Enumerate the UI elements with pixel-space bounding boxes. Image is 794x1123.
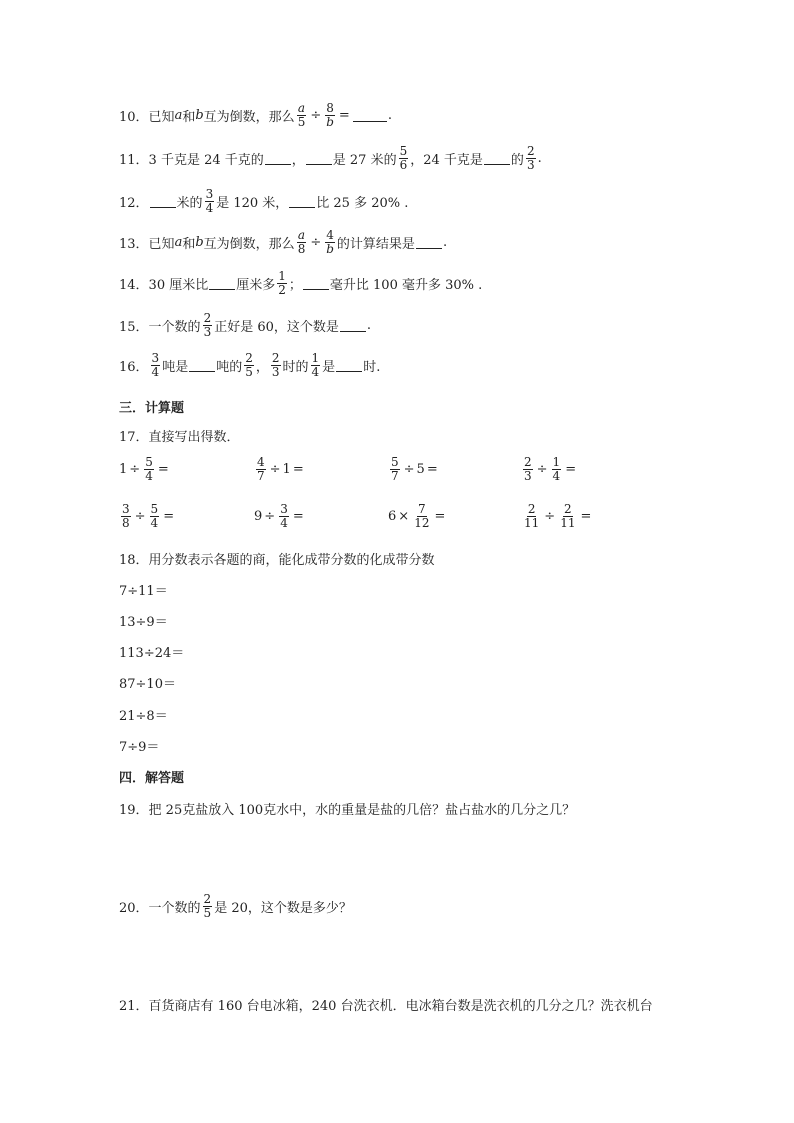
section-heading-3: 三．计算题: [119, 401, 185, 416]
denominator: 6: [399, 158, 408, 172]
question-number: 15．: [119, 320, 149, 335]
calc-item: [254, 503, 306, 530]
operand: 1: [282, 462, 291, 477]
question-text: 米的: [176, 196, 203, 211]
operator: ÷: [544, 509, 556, 524]
period: .: [537, 151, 542, 166]
operator: ÷: [269, 462, 281, 477]
numerator: 5: [145, 455, 153, 469]
equals-sign: =: [580, 509, 592, 524]
question-text: 是 120 米，: [216, 196, 289, 211]
question-text: 比 25 多 20% .: [316, 196, 409, 211]
fraction: [121, 503, 131, 530]
question-20: [119, 893, 352, 920]
fraction: [203, 312, 213, 339]
question-text: ，24 千克是: [410, 153, 483, 168]
denominator: 7: [257, 469, 265, 483]
denominator: 5: [245, 365, 253, 379]
question-text: 毫升比 100 毫升多 30% .: [329, 278, 483, 293]
question-text: 正好是 60，这个数是: [214, 320, 339, 335]
answer-blank[interactable]: [189, 359, 215, 372]
question-text: 厘米多: [236, 278, 276, 293]
fraction: [325, 229, 335, 256]
fraction: [297, 229, 307, 256]
list-item: 7÷9＝: [119, 740, 160, 755]
question-text: 20．一个数的: [119, 901, 201, 916]
list-item: 13÷9＝: [119, 615, 168, 630]
operand: 9: [254, 509, 263, 524]
calc-item: [521, 456, 578, 483]
question-text: 互为倒数，那么: [203, 237, 295, 252]
numerator: 2: [203, 892, 212, 906]
numerator: 3: [151, 351, 160, 365]
denominator: 3: [203, 325, 212, 339]
operator: ÷: [403, 462, 415, 477]
question-text: ；: [288, 278, 302, 293]
numerator: 2: [271, 351, 280, 365]
question-19: 19．把 25克盐放入 100克水中，水的重量是盐的几倍？盐占盐水的几分之几？: [119, 803, 576, 818]
question-text: 3 千克是 24 千克的: [148, 153, 264, 168]
fraction: [277, 270, 287, 297]
denominator: 3: [271, 365, 280, 379]
question-15: [119, 312, 371, 339]
denominator: 3: [524, 469, 532, 483]
question-21: 21．百货商店有 160 台电冰箱，240 台洗衣机．电冰箱台数是洗衣机的几分之几？洗衣机台: [119, 999, 653, 1014]
numerator: 5: [150, 502, 159, 516]
question-text: 已知: [148, 110, 175, 125]
question-14: [119, 270, 482, 297]
numerator: 4: [257, 455, 265, 469]
list-item: 87÷10＝: [119, 677, 176, 692]
question-text: 的: [510, 153, 524, 168]
variable-b: b: [195, 235, 204, 250]
denominator: 4: [145, 469, 153, 483]
fraction: [256, 456, 266, 483]
denominator: 4: [311, 365, 320, 379]
question-text: 30 厘米比: [148, 278, 209, 293]
calc-item: [521, 503, 593, 530]
denominator: b: [326, 242, 334, 256]
fraction: [279, 503, 289, 530]
equals-sign: =: [292, 509, 304, 524]
equals-sign: =: [426, 462, 438, 477]
answer-blank[interactable]: [336, 359, 362, 372]
denominator: 4: [150, 516, 159, 530]
fraction: [523, 456, 533, 483]
list-item: 113÷24＝: [119, 646, 185, 661]
operator: ÷: [264, 509, 276, 524]
fraction: [203, 893, 213, 920]
fraction: [151, 352, 161, 379]
fraction: [552, 456, 562, 483]
question-text: ，: [255, 360, 269, 375]
operand: 5: [416, 462, 425, 477]
question-text: 时.: [363, 360, 381, 375]
answer-blank[interactable]: [265, 152, 291, 165]
numerator: 2: [524, 455, 532, 469]
equals-sign: =: [163, 509, 175, 524]
operator: ×: [398, 509, 410, 524]
operator: ÷: [310, 108, 322, 123]
denominator: 11: [524, 516, 540, 530]
denominator: 4: [151, 365, 160, 379]
numerator: 8: [326, 101, 334, 115]
variable-a: a: [174, 235, 183, 250]
equals-sign: =: [338, 108, 350, 123]
numerator: 1: [552, 455, 561, 469]
question-text: 是 27 米的: [332, 153, 397, 168]
denominator: 3: [526, 158, 535, 172]
fraction: [526, 145, 536, 172]
fraction: [150, 503, 160, 530]
variable-a: a: [174, 108, 183, 123]
question-text: 是: [322, 360, 336, 375]
denominator: 12: [414, 516, 430, 530]
question-text: 互为倒数，那么: [203, 110, 295, 125]
fraction: [399, 145, 409, 172]
section-heading-4: 四．解答题: [119, 771, 185, 786]
question-text: 吨的: [216, 360, 243, 375]
operator: ÷: [536, 462, 548, 477]
question-number: 13．: [119, 237, 149, 252]
fraction: [390, 456, 400, 483]
question-text: 和: [182, 110, 196, 125]
denominator: 4: [280, 516, 288, 530]
numerator: 2: [203, 311, 212, 325]
equals-sign: =: [157, 462, 169, 477]
answer-blank[interactable]: [289, 195, 315, 208]
numerator: 4: [326, 228, 334, 242]
equals-sign: =: [292, 462, 304, 477]
question-10: [119, 102, 392, 129]
numerator: 3: [205, 187, 214, 201]
numerator: 3: [280, 502, 288, 516]
period: .: [387, 108, 392, 123]
fraction: [271, 352, 281, 379]
fraction: [325, 102, 335, 129]
answer-blank[interactable]: [416, 236, 442, 249]
calc-item: [254, 456, 306, 483]
fraction: [205, 188, 215, 215]
operator: ÷: [310, 235, 322, 250]
question-number: 16．: [119, 360, 149, 375]
numerator: 3: [122, 502, 130, 516]
variable-b: b: [195, 108, 204, 123]
operand: 6: [388, 509, 397, 524]
numerator: 7: [418, 502, 426, 516]
answer-blank[interactable]: [150, 195, 176, 208]
numerator: a: [297, 101, 306, 115]
question-17-title: [119, 426, 240, 445]
question-text: ，: [291, 153, 305, 168]
question-text: 已知: [148, 237, 175, 252]
question-text: 一个数的: [148, 320, 201, 335]
fraction: [244, 352, 254, 379]
equals-sign: =: [434, 509, 446, 524]
fraction: [297, 102, 307, 129]
numerator: 5: [391, 455, 399, 469]
calc-item: [119, 456, 171, 483]
question-number: 14．: [119, 278, 149, 293]
denominator: 2: [278, 283, 286, 297]
fraction: [523, 503, 540, 530]
list-item: 7÷11＝: [119, 584, 168, 599]
numerator: 2: [245, 351, 253, 365]
question-text: 吨是: [162, 360, 189, 375]
period: .: [366, 318, 372, 333]
question-text: 时的: [282, 360, 309, 375]
numerator: 5: [399, 144, 408, 158]
fraction: [144, 456, 154, 483]
question-text: 17．直接写出得数．: [119, 430, 240, 445]
calc-item: [119, 503, 176, 530]
fraction: [311, 352, 321, 379]
answer-blank[interactable]: [484, 152, 510, 165]
operand: 1: [119, 462, 128, 477]
denominator: b: [326, 115, 334, 129]
question-text: 18．用分数表示各题的商，能化成带分数的化成带分数: [119, 553, 435, 568]
operator: ÷: [134, 509, 146, 524]
question-number: 10．: [119, 110, 149, 125]
equals-sign: =: [565, 462, 577, 477]
numerator: 2: [527, 502, 536, 516]
denominator: 11: [560, 516, 576, 530]
question-text: 是 20，这个数是多少？: [214, 901, 352, 916]
question-text: 和: [182, 237, 196, 252]
numerator: a: [297, 228, 306, 242]
fraction: [413, 503, 430, 530]
numerator: 1: [278, 269, 286, 283]
question-16: [119, 352, 380, 379]
answer-blank[interactable]: [209, 277, 235, 290]
denominator: 5: [297, 115, 306, 129]
question-12: [119, 188, 408, 215]
numerator: 2: [564, 502, 572, 516]
question-number: 12．: [119, 196, 149, 211]
question-18-title: [119, 549, 435, 568]
question-11: [119, 145, 542, 172]
numerator: 1: [311, 351, 320, 365]
question-13: [119, 229, 447, 256]
question-number: 11．: [119, 153, 149, 168]
calc-item: [388, 503, 447, 530]
answer-blank[interactable]: [306, 152, 332, 165]
answer-blank[interactable]: [303, 277, 329, 290]
denominator: 7: [391, 469, 399, 483]
list-item: 21÷8＝: [119, 709, 168, 724]
denominator: 5: [203, 906, 212, 920]
fraction: [559, 503, 576, 530]
numerator: 2: [526, 144, 535, 158]
denominator: 4: [205, 201, 214, 215]
period: .: [442, 235, 448, 250]
operator: ÷: [129, 462, 141, 477]
answer-blank[interactable]: [353, 109, 387, 122]
calc-item: [388, 456, 440, 483]
answer-blank[interactable]: [340, 319, 366, 332]
denominator: 8: [297, 242, 306, 256]
denominator: 4: [552, 469, 561, 483]
question-text: 的计算结果是: [336, 237, 415, 252]
denominator: 8: [122, 516, 130, 530]
